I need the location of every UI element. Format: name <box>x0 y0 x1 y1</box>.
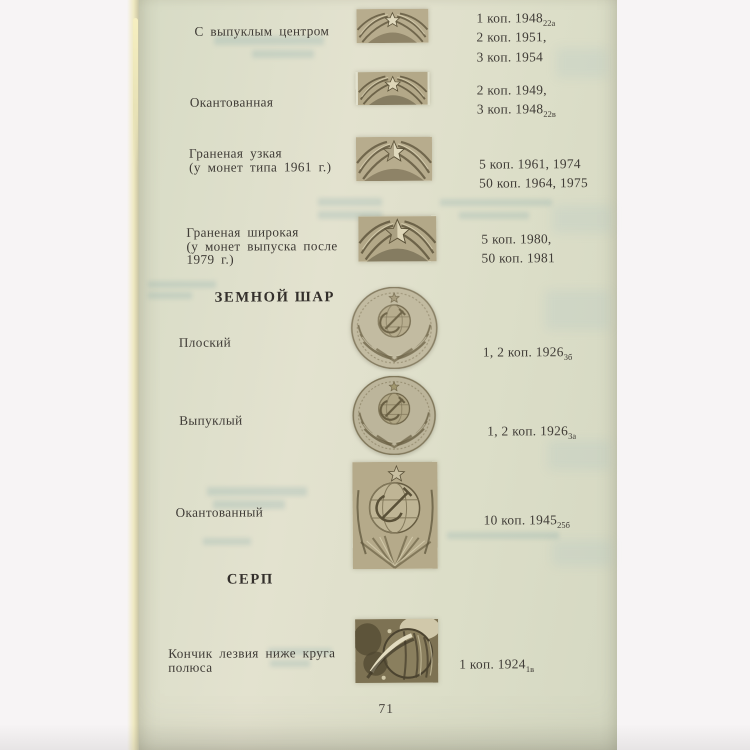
label-line: Окантованный <box>175 504 264 520</box>
page-number: 71 <box>378 700 394 716</box>
label-line: полюса <box>168 659 213 675</box>
coin-detail-photo-star-band <box>358 216 436 262</box>
label-line: (у монет выпуска после <box>186 237 338 254</box>
label-line: Плоский <box>178 334 232 350</box>
variety-subscript: 1в <box>525 663 535 675</box>
variety-label <box>179 414 242 428</box>
coin-detail-photo-sickle-tip <box>355 619 438 683</box>
year-entry: 5 коп. 1980, <box>481 231 552 247</box>
years-list <box>476 11 555 70</box>
variety-label <box>190 95 274 109</box>
variety-label <box>186 225 337 266</box>
variety-subscript: 25б <box>557 519 571 530</box>
label-line: 1979 г.) <box>186 251 235 267</box>
variety-label <box>189 146 331 174</box>
section-heading-globe: ЗЕМНОЙ ШАР <box>214 289 336 306</box>
year-entry: 2 коп. 1949, <box>476 82 547 98</box>
year-entry: 1 коп. 1924 <box>459 656 526 672</box>
label-line: (у монет типа 1961 г.) <box>189 158 332 175</box>
year-entry: 2 коп. 1951, <box>476 29 547 46</box>
label-line: Кончик лезвия ниже круга <box>168 645 336 661</box>
years-list <box>484 513 570 533</box>
years-list <box>483 345 572 365</box>
variety-label <box>168 646 335 674</box>
coin-detail-photo-emblem <box>352 462 437 569</box>
coin-detail-photo-star-band <box>356 9 428 43</box>
year-entry: 1, 2 коп. 1926 <box>482 344 564 360</box>
year-entry: 1, 2 коп. 1926 <box>487 423 569 439</box>
label-line: С выпуклым центром <box>194 23 330 39</box>
variety-label <box>176 505 264 519</box>
year-entry: 10 коп. 1945 <box>483 512 558 528</box>
year-entry: 3 коп. 1954 <box>476 49 544 65</box>
section-heading-sickle: СЕРП <box>226 571 274 588</box>
coin-detail-photo-star-band <box>356 137 432 181</box>
year-entry: 1 коп. 1948 <box>476 10 543 26</box>
label-line: Окантованная <box>189 94 274 110</box>
variety-subscript: 22а <box>542 17 556 28</box>
variety-subscript: 22в <box>543 109 556 120</box>
variety-label <box>194 24 329 38</box>
years-list <box>459 657 534 677</box>
years-list <box>481 232 555 271</box>
years-list <box>477 83 556 122</box>
variety-subscript: 3а <box>568 430 577 441</box>
coin-detail-photo-star-band <box>356 72 430 105</box>
year-entry: 5 коп. 1961, 1974 <box>479 156 581 172</box>
variety-label <box>179 336 231 350</box>
years-list <box>487 424 576 444</box>
year-entry: 3 коп. 1948 <box>476 101 544 118</box>
variety-subscript: 3б <box>563 351 573 362</box>
years-list <box>479 157 588 196</box>
label-line: Граненая широкая <box>186 224 299 240</box>
label-line: Граненая узкая <box>188 145 283 161</box>
label-line: Выпуклый <box>179 412 243 428</box>
year-entry: 50 коп. 1964, 1975 <box>479 175 588 192</box>
coin-photo-obverse <box>352 376 436 460</box>
coin-photo-obverse <box>351 287 438 374</box>
year-entry: 50 коп. 1981 <box>481 250 556 267</box>
